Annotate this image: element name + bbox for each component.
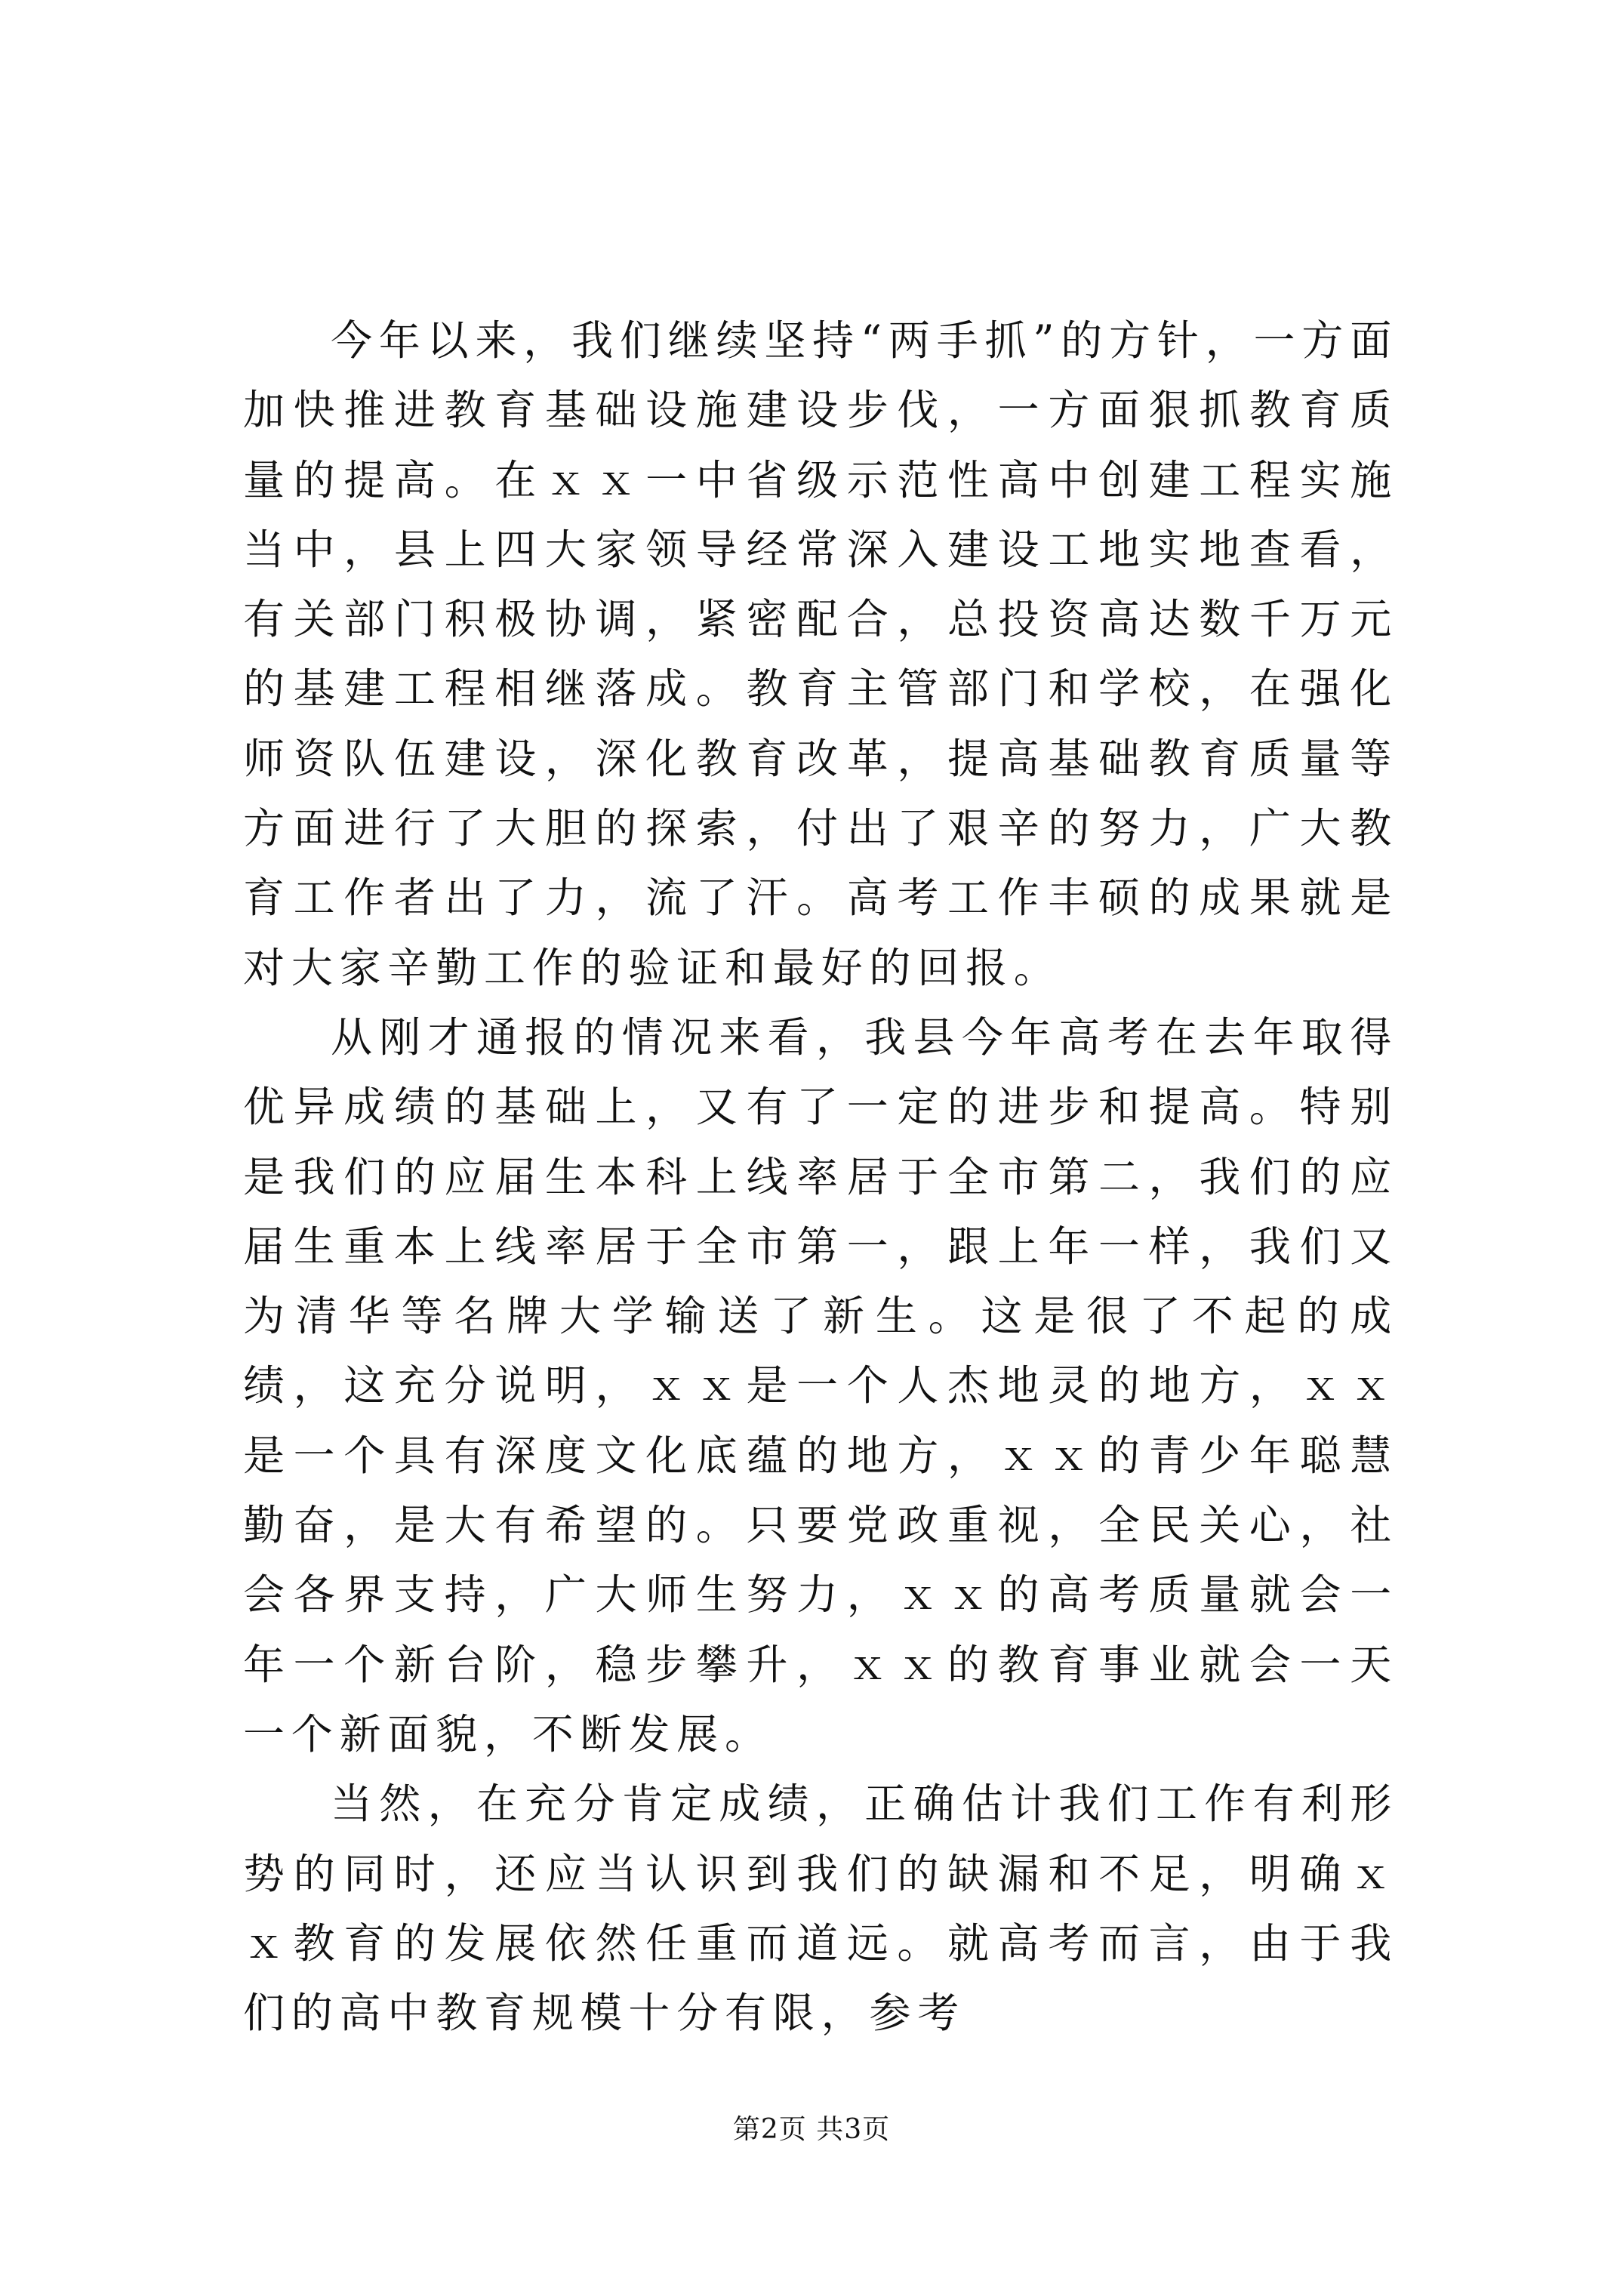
paragraph-2: 从刚才通报的情况来看，我县今年高考在去年取得优异成绩的基础上，又有了一定的进步和提高。特别是我们的应届生本科上线率居于全市第二，我们的应届生重本上线率居于全市第一，跟上年一样，我们又为清华等名牌大学输送了新生。这是很了不起的成绩，这充分说明，ｘｘ是一个人杰地灵的地方，ｘｘ是一个具有深度文化底蕴的地方，ｘｘ的青少年聪慧勤奋，是大有希望的。只要党政重视，全民关心，社会各界支持，广大师生努力，ｘｘ的高考质量就会一年一个新台阶，稳步攀升，ｘｘ的教育事业就会一天一个新面貌，不断发展。 xyxy=(243,1012,1398,1758)
paragraph-1: 今年以来，我们继续坚持“两手抓”的方针，一方面加快推进教育基础设施建设步伐，一方面狠抓教育质量的提高。在ｘｘ一中省级示范性高中创建工程实施当中，县上四大家领导经常深入建设工地实地查看，有关部门积极协调，紧密配合，总投资高达数千万元的基建工程相继落成。教育主管部门和学校，在强化师资队伍建设，深化教育改革，提高基础教育质量等方面进行了大胆的探索，付出了艰辛的努力，广大教育工作者出了力，流了汗。高考工作丰硕的成果就是对大家辛勤工作的验证和最好的回报。 xyxy=(243,316,1398,992)
document-body xyxy=(243,306,1398,2048)
page-footer: 第2页 共3页 xyxy=(732,2114,891,2145)
paragraph-3: 当然，在充分肯定成绩，正确估计我们工作有利形势的同时，还应当认识到我们的缺漏和不足，明确ｘｘ教育的发展依然任重而道远。就高考而言，由于我们的高中教育规模十分有限，参考 xyxy=(243,1780,1398,2038)
